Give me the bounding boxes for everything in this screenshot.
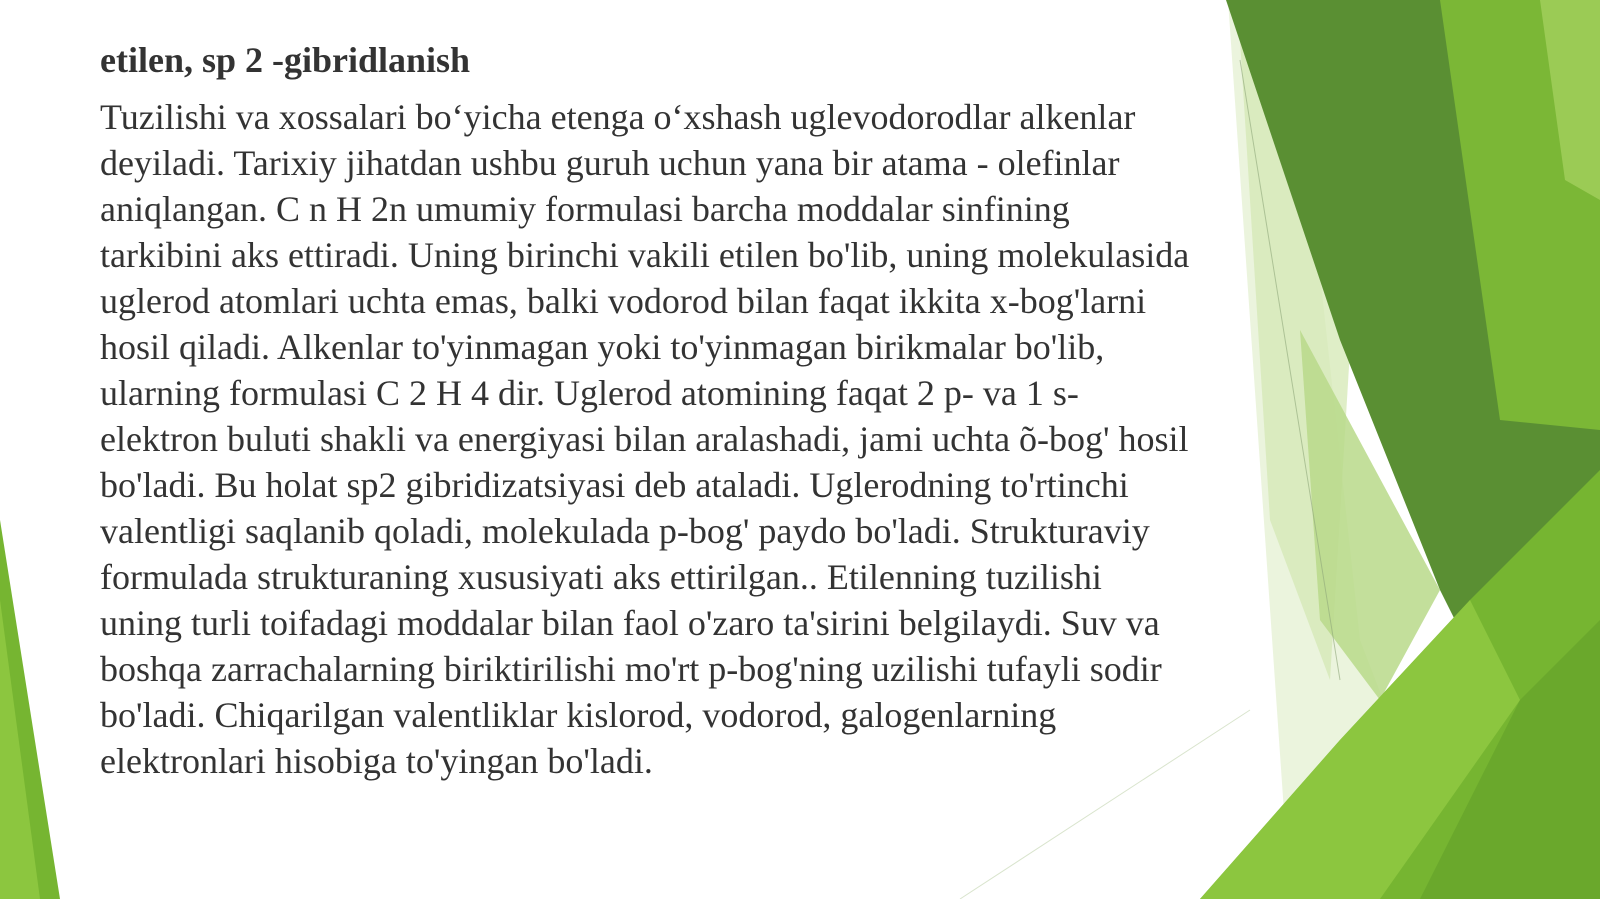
paragraph-line: hosil qiladi. Alkenlar to'yinmagan yoki to'yinmagan birikmalar bo'lib, [100, 327, 1105, 367]
paragraph-line: uglerod atomlari uchta emas, balki vodorod bilan faqat ikkita x-bog'larni [100, 281, 1147, 321]
paragraph-line: tarkibini aks ettiradi. Uning birinchi vakili etilen bo'lib, uning molekulasida [100, 235, 1190, 275]
paragraph-line: Tuzilishi va xossalari bo‘yicha etenga o‘xshash uglevodorodlar alkenlar [100, 97, 1136, 137]
paragraph-line: valentligi saqlanib qoladi, molekulada p-bog' paydo bo'ladi. Strukturaviy [100, 511, 1150, 551]
slide-content [100, 36, 1270, 784]
paragraph-line: boshqa zarrachalarning biriktirilishi mo'rt p-bog'ning uzilishi tufayli sodir [100, 649, 1162, 689]
paragraph-line: elektron buluti shakli va energiyasi bilan aralashadi, jami uchta õ-bog' hosil [100, 419, 1189, 459]
paragraph-line: bo'ladi. Chiqarilgan valentliklar kislorod, vodorod, galogenlarning [100, 695, 1057, 735]
paragraph-line: elektronlari hisobiga to'yingan bo'ladi. [100, 741, 653, 781]
slide-title: etilen, sp 2 -gibridlanish [100, 40, 471, 80]
paragraph-line: uning turli toifadagi moddalar bilan faol o'zaro ta'sirini belgilaydi. Suv va [100, 603, 1160, 643]
paragraph-line: formulada strukturaning xususiyati aks ettirilgan.. Etilenning tuzilishi [100, 557, 1102, 597]
paragraph-line: bo'ladi. Bu holat sp2 gibridizatsiyasi deb ataladi. Uglerodning to'rtinchi [100, 465, 1129, 505]
body-paragraph [100, 94, 1270, 784]
paragraph-line: aniqlangan. C n H 2n umumiy formulasi barcha moddalar sinfining [100, 189, 1070, 229]
paragraph-line: ularning formulasi C 2 H 4 dir. Uglerod atomining faqat 2 p- va 1 s- [100, 373, 1079, 413]
paragraph-line: deyiladi. Tarixiy jihatdan ushbu guruh uchun yana bir atama - olefinlar [100, 143, 1120, 183]
